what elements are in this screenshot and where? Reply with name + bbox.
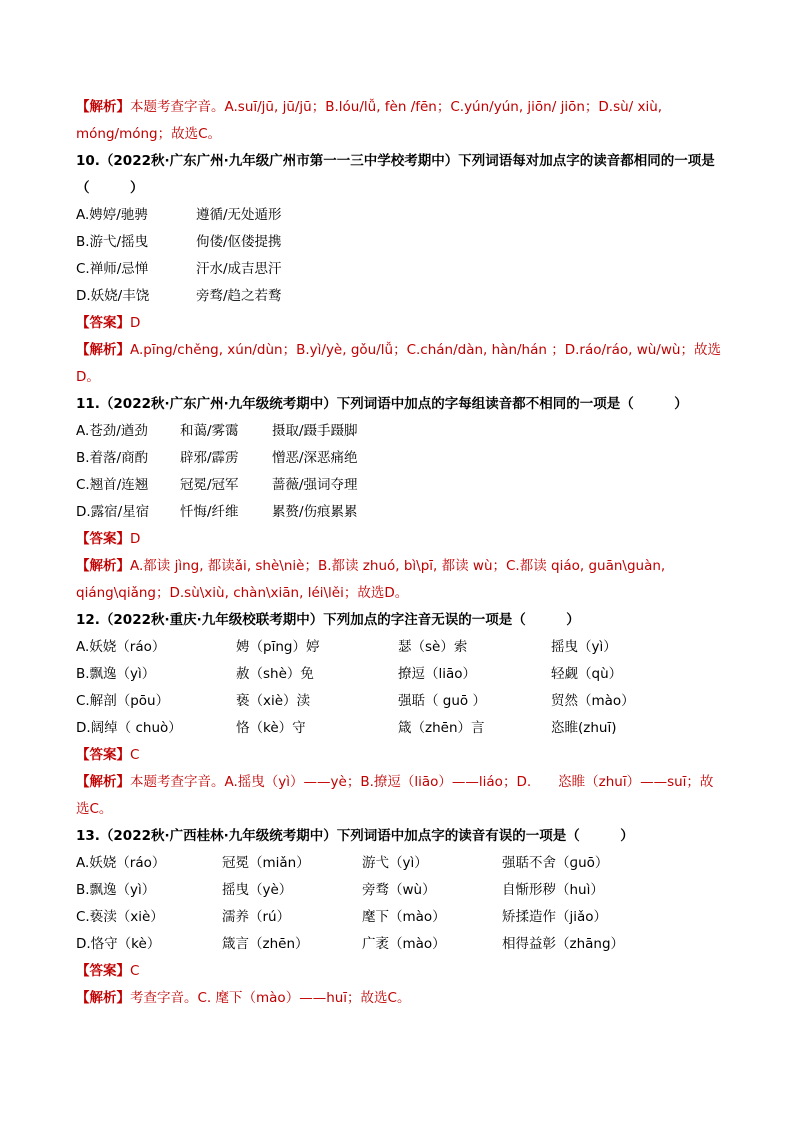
analysis-text: A.都读 jìng, 都读ǎi, shè\niè；B.都读 zhuó, bì\pī, 都读 wù；C.都读 qiáo, guān\guàn, qiáng\qiǎng；D.sù\xiù, chàn\xiān, léi\lěi；故选D。: [76, 558, 666, 601]
option-cell: 瑟（sè）索: [398, 639, 468, 655]
question-13-answer: [76, 958, 726, 985]
analysis-label: 【解析】: [76, 990, 130, 1006]
question-10-stem: 10.（2022秋·广东广州·九年级广州市第一一三中学校考期中）下列词语每对加点字的读音都相同的一项是（ ）: [76, 153, 715, 196]
analysis-text: 本题考查字音。A.摇曳（yì）——yè；B.撩逗（liāo）——liáo；D. 恣睢（zhuī）——suī；故选C。: [76, 774, 714, 817]
option-cell: 游弋（yì）: [362, 855, 428, 871]
option-cell: 娉（pīng）婷: [236, 639, 320, 655]
option-cell: A.妖娆（ráo）: [76, 639, 166, 655]
option-cell: 冠冕/冠军: [180, 477, 239, 493]
option-cell: 箴（zhēn）言: [398, 720, 485, 736]
analysis-text: 本题考查字音。A.suī/jū, jū/jū；B.lóu/lǚ, fèn /fēn；C.yún/yún, jiōn/ jiōn；D.sù/ xiù, móng/móng；故选C。: [76, 99, 663, 142]
question-10-option-b: [76, 229, 726, 256]
option-cell: 贸然（mào）: [551, 693, 635, 709]
analysis-label: 【解析】: [76, 558, 130, 574]
answer-value: D: [130, 315, 141, 331]
option-cell: 广袤（mào）: [362, 936, 446, 952]
question-11-option-c: [76, 472, 726, 499]
option-cell: A.妖娆（ráo）: [76, 855, 166, 871]
analysis-text: 考查字音。C. 麾下（mào）——huī；故选C。: [130, 990, 411, 1006]
answer-label: 【答案】: [76, 315, 130, 331]
question-11-option-b: [76, 445, 726, 472]
answer-label: 【答案】: [76, 747, 130, 763]
document-page: [76, 94, 726, 1012]
question-13-option-c: [76, 904, 726, 931]
option-cell: 旁骛（wù）: [362, 882, 436, 898]
question-12-stem: 12.（2022秋·重庆·九年级校联考期中）下列加点的字注音无误的一项是（ ）: [76, 612, 580, 628]
option-cell: D.妖娆/丰饶: [76, 288, 150, 304]
question-11-stem: 11.（2022秋·广东广州·九年级统考期中）下列词语中加点的字每组读音都不相同的一项是（ ）: [76, 396, 688, 412]
option-cell: 旁骛/趋之若鹜: [196, 288, 282, 304]
option-cell: C.翘首/连翘: [76, 477, 149, 493]
option-cell: 汗水/成吉思汗: [196, 261, 282, 277]
question-12-analysis: [76, 769, 726, 823]
question-13-stem: 13.（2022秋·广西桂林·九年级统考期中）下列词语中加点字的读音有误的一项是（ ）: [76, 828, 634, 844]
answer-value: D: [130, 531, 141, 547]
option-cell: 摄取/蹑手蹑脚: [272, 423, 358, 439]
option-cell: B.飘逸（yì）: [76, 666, 156, 682]
option-cell: C.解剖（pōu）: [76, 693, 170, 709]
option-cell: 累赘/伤痕累累: [272, 504, 358, 520]
option-cell: 蔷薇/强词夺理: [272, 477, 358, 493]
question-11-option-d: [76, 499, 726, 526]
option-cell: D.露宿/星宿: [76, 504, 150, 520]
option-cell: 相得益彰（zhāng）: [502, 936, 625, 952]
option-cell: 强聒不舍（ɡuō）: [502, 855, 609, 871]
option-cell: 遵循/无处遁形: [196, 207, 282, 223]
option-cell: 和蔼/雾霭: [180, 423, 239, 439]
analysis-paragraph: [76, 94, 726, 148]
option-cell: A.苍劲/遒劲: [76, 423, 148, 439]
question-12-option-b: [76, 661, 726, 688]
option-cell: 轻觑（qù）: [551, 666, 623, 682]
option-cell: 佝偻/伛偻提携: [196, 234, 282, 250]
answer-label: 【答案】: [76, 963, 130, 979]
option-cell: 强聒（ guō ）: [398, 693, 486, 709]
option-cell: 麾下（mào）: [362, 909, 446, 925]
question-13-option-b: [76, 877, 726, 904]
analysis-label: 【解析】: [76, 342, 130, 358]
option-cell: 恣睢(zhuī): [551, 720, 617, 736]
question-10-answer: [76, 310, 726, 337]
question-11-analysis: [76, 553, 726, 607]
question-12-option-d: [76, 715, 726, 742]
option-cell: 濡养（rú）: [222, 909, 291, 925]
option-cell: D.阔绰（ chuò）: [76, 720, 182, 736]
option-cell: C.亵渎（xiè）: [76, 909, 164, 925]
question-12-option-a: [76, 634, 726, 661]
option-cell: B.着落/商酌: [76, 450, 149, 466]
answer-value: C: [130, 747, 140, 763]
question-13-option-d: [76, 931, 726, 958]
option-cell: 辟邪/霹雳: [180, 450, 239, 466]
question-13-analysis: [76, 985, 726, 1012]
question-11-option-a: [76, 418, 726, 445]
question-10-analysis: [76, 337, 726, 391]
question-10-option-a: [76, 202, 726, 229]
option-cell: D.恪守（kè）: [76, 936, 161, 952]
question-12-option-c: [76, 688, 726, 715]
option-cell: 忏悔/纤维: [180, 504, 239, 520]
option-cell: 恪（kè）守: [236, 720, 306, 736]
analysis-label: 【解析】: [76, 99, 130, 115]
answer-value: C: [130, 963, 140, 979]
analysis-text: A.pīng/chěng, xún/dùn；B.yì/yè, gǒu/lǚ；C.chán/dàn, hàn/hán ；D.ráo/ráo, wù/wù；故选D。: [76, 342, 721, 385]
analysis-label: 【解析】: [76, 774, 130, 790]
option-cell: 摇曳（yì）: [551, 639, 617, 655]
question-12-answer: [76, 742, 726, 769]
option-cell: C.禅师/忌惮: [76, 261, 149, 277]
option-cell: 冠冕（miǎn）: [222, 855, 310, 871]
option-cell: 憎恶/深恶痛绝: [272, 450, 358, 466]
option-cell: 自惭形秽（huì）: [502, 882, 604, 898]
question-11-answer: [76, 526, 726, 553]
answer-label: 【答案】: [76, 531, 130, 547]
option-cell: 摇曳（yè）: [222, 882, 293, 898]
option-cell: 箴言（zhēn）: [222, 936, 309, 952]
option-cell: 矫揉造作（jiǎo）: [502, 909, 608, 925]
option-cell: B.飘逸（yì）: [76, 882, 156, 898]
question-10-option-d: [76, 283, 726, 310]
option-cell: 赦（shè）免: [236, 666, 314, 682]
question-13-option-a: [76, 850, 726, 877]
option-cell: 亵（xiè）渎: [236, 693, 311, 709]
question-10-option-c: [76, 256, 726, 283]
option-cell: A.娉婷/驰骋: [76, 207, 148, 223]
option-cell: 撩逗（liāo）: [398, 666, 477, 682]
option-cell: B.游弋/摇曳: [76, 234, 149, 250]
